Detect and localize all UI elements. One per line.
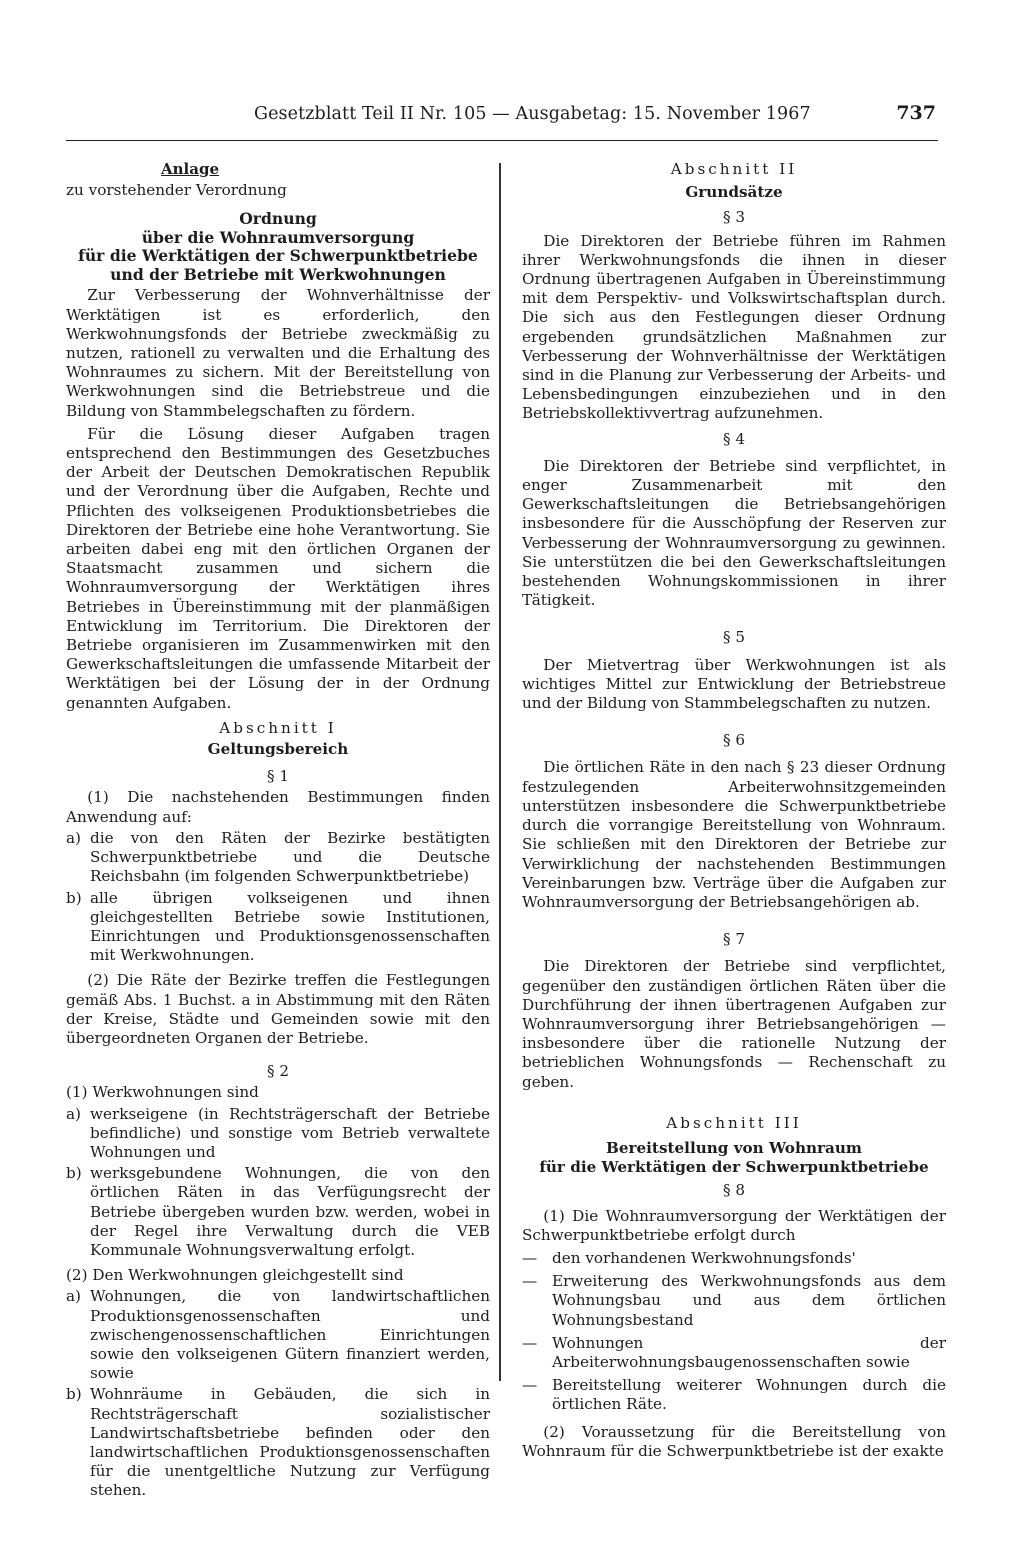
page-number: 737 — [896, 102, 936, 124]
list-item-text: Wohnungen der Arbeiterwohnungsbaugenossenschaften sowie — [552, 1333, 946, 1371]
section-7-text: Die Direktoren der Betriebe sind verpflichtet, gegenüber den zuständigen örtlichen Räten über die Durchführung der ihnen übertragenen Aufgaben zur Wohnraumversorgung ihrer Betriebsangehörigen — insbesondere über die rationelle Nutzung der betrieblichen Wohnungsfonds — Rechenschaft zu geben. — [522, 957, 946, 1091]
right-column — [522, 160, 946, 1461]
ordnung-title-line: für die Werktätigen der Schwerpunktbetriebe — [78, 246, 478, 266]
list-item-text: werkseigene (in Rechtsträgerschaft der Betriebe befindliche) und sonstige vom Betrieb verwaltete Wohnungen und — [90, 1104, 490, 1161]
abschnitt-2-heading: Abschnitt II — [670, 160, 798, 178]
abschnitt-3-title-line: für die Werktätigen der Schwerpunktbetriebe — [539, 1158, 929, 1177]
list-item — [522, 1249, 946, 1268]
abschnitt-1-heading: Abschnitt I — [219, 718, 337, 737]
ordnung-title — [66, 210, 490, 284]
list-item-label: a) — [66, 828, 81, 847]
section-1-paragraph-2: (2) Die Räte der Bezirke treffen die Festlegungen gemäß Abs. 1 Buchst. a in Abstimmung mit den Räten der Kreise, Städte und Gemeinden sowie mit den übergeordneten Organen der Betriebe. — [66, 971, 490, 1047]
list-item — [522, 1376, 946, 1414]
section-5-text: Der Mietvertrag über Werkwohnungen ist als wichtiges Mittel zur Entwicklung der Betriebstreue und der Bildung von Stammbelegschaften zu nutzen. — [522, 655, 946, 713]
section-8-heading: § 8 — [722, 1181, 746, 1200]
list-item-text: Erweiterung des Werkwohnungsfonds aus dem Wohnungsbau und aus dem örtlichen Wohnungsbestand — [552, 1272, 946, 1329]
list-item-label: b) — [66, 1164, 82, 1183]
header-title: Gesetzblatt Teil II Nr. 105 — Ausgabetag: 15. November 1967 — [254, 104, 811, 124]
anlage-subtitle: zu vorstehender Verordnung — [66, 181, 287, 200]
list-item — [66, 1385, 490, 1500]
intro-paragraph-1: Zur Verbesserung der Wohnverhältnisse der Werktätigen ist es erforderlich, den Werkwohnungsfonds der Betriebe zweckmäßig zu nutzen, rationell zu verwalten und die Erhaltung des Wohnraumes zu sichern. Mit der Bereitstellung von Werkwohnungen sind die Betriebstreue und die Bildung von Stammbelegschaften zu fördern. — [66, 286, 490, 420]
abschnitt-3-title-line: Bereitstellung von Wohnraum — [606, 1138, 862, 1157]
section-8-paragraph-1: (1) Die Wohnraumversorgung der Werktätigen der Schwerpunktbetriebe erfolgt durch — [522, 1206, 946, 1244]
list-item-text: werksgebundene Wohnungen, die von den örtlichen Räten in das Verfügungsrecht der Betriebe übergeben wurden bzw. werden, wobei in der Regel ihre Verwaltung durch die VEB Kommunale Wohnungsverwaltung erfolgt. — [90, 1164, 490, 1259]
section-3-heading: § 3 — [722, 208, 746, 227]
section-1-heading: § 1 — [266, 767, 290, 786]
list-item-label: a) — [66, 1287, 81, 1306]
ordnung-title-line: und der Betriebe mit Werkwohnungen — [110, 264, 446, 284]
column-divider — [499, 163, 501, 1381]
section-7-heading: § 7 — [722, 930, 746, 949]
abschnitt-2-title: Grundsätze — [685, 183, 783, 202]
list-item-label: — — [522, 1272, 538, 1291]
ordnung-title-line: Ordnung — [239, 209, 317, 229]
section-6-heading: § 6 — [722, 731, 746, 750]
section-1-paragraph-1: (1) Die nachstehenden Bestimmungen finden Anwendung auf: — [66, 788, 490, 826]
list-item-label: b) — [66, 1385, 82, 1404]
list-item-label: a) — [66, 1104, 81, 1123]
list-item-text: Wohnräume in Gebäuden, die sich in Rechtsträgerschaft sozialistischer Landwirtschaftsbetriebe befinden oder den landwirtschaftlichen Produktionsgenossenschaften für die unentgeltliche Nutzung zur Verfügung stehen. — [90, 1385, 490, 1500]
section-2-paragraph-2: (2) Den Werkwohnungen gleichgestellt sind — [66, 1266, 404, 1285]
left-column — [66, 160, 490, 1501]
section-2-heading: § 2 — [266, 1062, 290, 1081]
section-3-text: Die Direktoren der Betriebe führen im Rahmen ihrer Werkwohnungsfonds die ihnen in dieser Ordnung übertragenen Aufgaben in Übereinstimmung mit dem Perspektiv- und Volkswirtschaftsplan durch. Die sich aus den Festlegungen dieser Ordnung ergebenden grundsätzlichen Maßnahmen zur Verbesserung der Wohnverhältnisse der Werktätigen sind in die Planung zur Verbesserung der Arbeits- und Lebensbedingungen einzubeziehen und in den Betriebskollektivvertrag aufzunehmen. — [522, 231, 946, 423]
list-item — [66, 889, 490, 966]
section-4-heading: § 4 — [722, 429, 746, 448]
section-8-paragraph-2: (2) Voraussetzung für die Bereitstellung von Wohnraum für die Schwerpunktbetriebe ist der exakte — [522, 1422, 946, 1460]
list-item — [66, 829, 490, 887]
list-item — [522, 1272, 946, 1330]
section-6-text: Die örtlichen Räte in den nach § 23 dieser Ordnung festzulegenden Arbeiterwohnsitzgemeinden unterstützen insbesondere die Schwerpunktbetriebe durch die vorrangige Bereitstellung von Wohnraum. Sie schließen mit den Direktoren der Betriebe zur Verwirklichung der nachstehenden Bestimmungen Vereinbarungen bzw. Verträge über die Aufgaben zur Wohnraumversorgung der Betriebsangehörigen ab. — [522, 758, 946, 911]
list-item-label: — — [522, 1333, 538, 1352]
list-item-text: die von den Räten der Bezirke bestätigten Schwerpunktbetriebe und die Deutsche Reichsbahn (im folgenden Schwerpunktbetriebe) — [90, 828, 490, 886]
section-5-heading: § 5 — [722, 628, 746, 647]
list-item — [522, 1334, 946, 1372]
list-item — [66, 1287, 490, 1383]
list-item-label: — — [522, 1248, 538, 1267]
abschnitt-1-title: Geltungsbereich — [207, 740, 349, 759]
section-4-text: Die Direktoren der Betriebe sind verpflichtet, in enger Zusammenarbeit mit den Gewerkschaftsleitungen die Betriebsangehörigen insbesondere für die Ausschöpfung der Reserven zur Verbesserung der Wohnraumversorgung zu gewinnen. Sie unterstützen die bei den Gewerkschaftsleitungen bestehenden Wohnungskommissionen in ihrer Tätigkeit. — [522, 456, 946, 610]
list-item-label: — — [522, 1376, 538, 1395]
page-header — [66, 100, 938, 141]
list-item — [66, 1105, 490, 1163]
section-2-paragraph-1: (1) Werkwohnungen sind — [66, 1083, 259, 1102]
ordnung-title-line: über die Wohnraumversorgung — [141, 227, 415, 247]
intro-paragraph-2: Für die Lösung dieser Aufgaben tragen entsprechend den Bestimmungen des Gesetzbuches der Arbeit der Deutschen Demokratischen Republik und der Verordnung über die Aufgaben, Rechte und Pflichten des volkseigenen Produktionsbetriebes die Direktoren der Betriebe eine hohe Verantwortung. Sie arbeiten dabei eng mit den örtlichen Organen der Staatsmacht zusammen und sichern die Wohnraumversorgung der Werktätigen ihres Betriebes in Übereinstimmung mit der planmäßigen Entwicklung im Territorium. Die Direktoren der Betriebe organisieren im Zusammenwirken mit den Gewerkschaftsleitungen die umfassende Mitarbeit der Werktätigen bei der Lösung der in der Ordnung genannten Aufgaben. — [66, 424, 490, 712]
list-item-text: Bereitstellung weiterer Wohnungen durch die örtlichen Räte. — [552, 1376, 946, 1414]
list-item-text: den vorhandenen Werkwohnungsfonds' — [552, 1248, 856, 1267]
list-item-text: alle übrigen volkseigenen und ihnen gleichgestellten Betriebe sowie Institutionen, Einrichtungen und Produktionsgenossenschaften mit Werkwohnungen. — [90, 888, 490, 965]
list-item — [66, 1164, 490, 1260]
list-item-label: b) — [66, 888, 82, 907]
abschnitt-3-heading: Abschnitt III — [666, 1113, 802, 1132]
list-item-text: Wohnungen, die von landwirtschaftlichen Produktionsgenossenschaften und zwischengenossenschaftlichen Einrichtungen sowie den volkseigenen Gütern finanziert werden, sowie — [90, 1287, 490, 1383]
anlage-heading: Anlage — [161, 160, 219, 178]
